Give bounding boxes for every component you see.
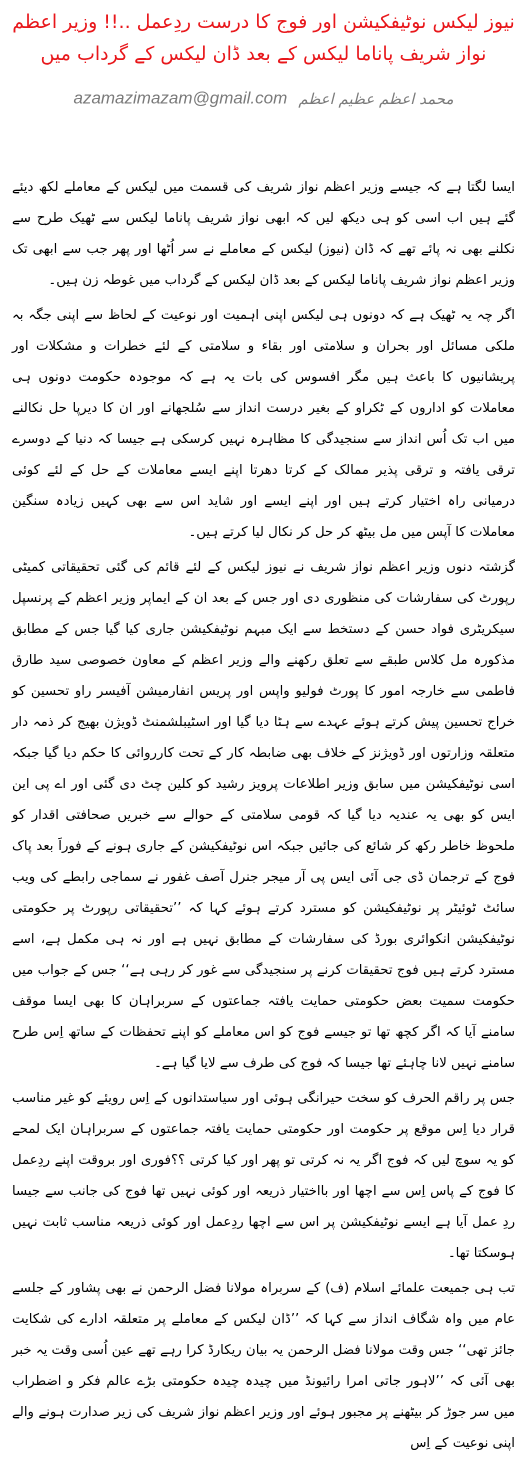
byline xyxy=(12,84,515,112)
article-body xyxy=(12,172,515,1459)
author-name: محمد اعظم عظیم اعظم xyxy=(298,89,454,108)
article-headline: نیوز لیکس نوٹیفکیشن اور فوج کا درست ردِعمل ..!! وزیر اعظم نواز شریف پاناما لیکس کے بعد ڈان لیکس کے گرداب میں xyxy=(12,11,515,65)
article-paragraph: تب ہی جمیعت علمائے اسلام (ف) کے سربراہ مولانا فضل الرحمن نے بھی پشاور کے جلسے عام میں واہ شگاف انداز سے کہا کہ ’’ڈان لیکس کے معاملے پر متعلقہ ادارے کی شکایت جائز تھی‘‘ جس وقت مولانا فضل الرحمن یہ بیان ریکارڈ کرا رہے تھے عین اُسی وقت یہ خبر بھی آئی کہ ’’لاہور جاتی امرا رائیونڈ میں چیدہ چیدہ حکومتی بڑے عالم فکر و اضطراب میں سر جوڑ کر بیٹھنے پر مجبور ہوئے اور وزیر اعظم نواز شریف کی زیر صدارت ہونے والے اپنی نوعیت کے اِس xyxy=(12,1281,515,1451)
author-email: azamazimazam@gmail.com xyxy=(73,88,288,108)
article-paragraph: گزشتہ دنوں وزیر اعظم نواز شریف نے نیوز لیکس کے لئے قائم کی گئی تحقیقاتی کمیٹی رپورٹ کی سفارشات کی منظوری دی اور جس کے بعد ان کے ایماپر وزیر اعظم کے پرنسپل سیکریٹری فواد حسن کے دستخط سے ایک مبہم نوٹیفکیشن جاری کیا گیا جس کے مطابق مذکورہ مل کلاس طبقے سے تعلق رکھنے والے وزیر اعظم کے معاون خصوصی سید طارق فاطمی سے خارجہ امور کا پورٹ فولیو واپس اور پریس انفارمیشن آفیسر راو تحسین کو خراج تحسین پیش کرتے ہوئے عہدے سے ہٹا دیا گیا اور اسٹیبلشمنٹ ڈویژن بھیج کر ذمہ دار متعلقہ وزارتوں اور ڈویژنز کے خلاف بھی ضابطہ کار کے تحت کارروائی کا حکم دیا گیا جبکہ اسی نوٹیفکیشن میں سابق وزیر اطلاعات پرویز رشید کو کلین چٹ دی گئی اور اے پی این ایس کو بھی یہ عندیہ دیا گیا کہ قومی سلامتی کے حوالے سے خبریں صحافتی اقدار کو ملحوظ خاطر رکھ کر شائع کی جائیں جبکہ اس نوٹیفکیشن کے جاری ہونے کے فوراََ بعد پاک فوج کے ترجمان ڈی جی آئی ایس پی آر میجر جنرل آصف غفور نے سماجی رابطے کی ویب سائٹ ٹوئیٹر پر نوٹیفکیشن کو مسترد کرتے ہوئے کہا کہ ’’تحقیقاتی رپورٹ پر حکومتی نوٹیفکیشن انکوائری بورڈ کی سفارشات کے مطابق نہیں ہے اور نہ ہی مکمل ہے، اسے مسترد کرتے ہیں فوج تحقیقات کرنے پر سنجیدگی سے غور کر رہی ہے‘‘ جس کے جواب میں حکومت سمیت بعض حکومتی حمایت یافتہ جماعتوں کے سربراہان کا بھی ایسا موقف سامنے آیا کہ اگر کچھ تھا تو جیسے فوج کو اس معاملے کو اپنے تحفظات کے ساتھ اِس طرح سامنے نہیں لانا چاہئے تھا جیسا کہ فوج کی طرف سے لایا گیا ہے۔ xyxy=(12,560,515,1071)
article-paragraph: اگر چہ یہ ٹھیک ہے کہ دونوں ہی لیکس اپنی اہمیت اور نوعیت کے لحاظ سے اپنی جگہ بہ ملکی مسائل اور بحران و سلامتی اور بقاء و سلامتی کے لئے خطرات و مشکلات اور پریشانیوں کا باعث ہیں مگر افسوس کی بات یہ ہے کہ موجودہ حکومت دونوں ہی معاملات کو اداروں کے ٹکراو کے بغیر درست انداز سے سُلجھانے اور ان کا دیرپا حل نکالنے میں اب تک اُس انداز سے سنجیدگی کا مظاہرہ نہیں کرسکی ہے جیسا کہ دنیا کے دوسرے ترقی یافتہ و ترقی پذیر ممالک کے کرتا دھرتا اپنے ایسے معاملات کے حل کے لئے کوئی درمیانی راہ اختیار کرتے ہیں اور اپنے ایسے اور شاید اس سے بھی کہیں زیادہ سنگین معاملات کا آپس میں مل بیٹھ کر حل کر نکال لیا کرتے ہیں۔ xyxy=(12,308,515,540)
article-paragraph: جس پر راقم الحرف کو سخت حیرانگی ہوئی اور سیاستدانوں کے اِس رویئے کو غیر مناسب قرار دیا اِس موقع پر حکومت اور حکومتی حمایت یافتہ جماعتوں کے سربراہان ایک لمحے کو یہ سوچ لیں کہ فوج اگر یہ نہ کرتی تو پھر اور کیا کرتی ؟؟فوری اور بروقت اپنے ردِعمل کا فوج کے پاس اِس سے اچھا اور بااختیار ذریعہ اور کوئی نہیں تھا فوج کی جانب سے جیسا ردِ عمل آیا ہے ایسے نوٹیفکیشن پر اس سے اچھا ردِعمل اور کوئی ذریعہ مناسب ثابت نہیں ہوسکتا تھا۔ xyxy=(12,1091,515,1261)
article-paragraph: ایسا لگتا ہے کہ جیسے وزیر اعظم نواز شریف کی قسمت میں لیکس کے معاملے لکھ دیئے گئے ہیں اب اسی کو ہی دیکھ لیں کہ ابھی نواز شریف پاناما لیکس سے ٹھیک طرح سے نکلنے بھی نہ پائے تھے کہ ڈان (نیوز) لیکس کے معاملے نے سر اُٹھا اور پھر جب سے ابھی تک وزیر اعظم نواز شریف پاناما لیکس کے بعد ڈان لیکس کے گرداب میں غوطہ زن ہیں۔ xyxy=(12,180,515,288)
